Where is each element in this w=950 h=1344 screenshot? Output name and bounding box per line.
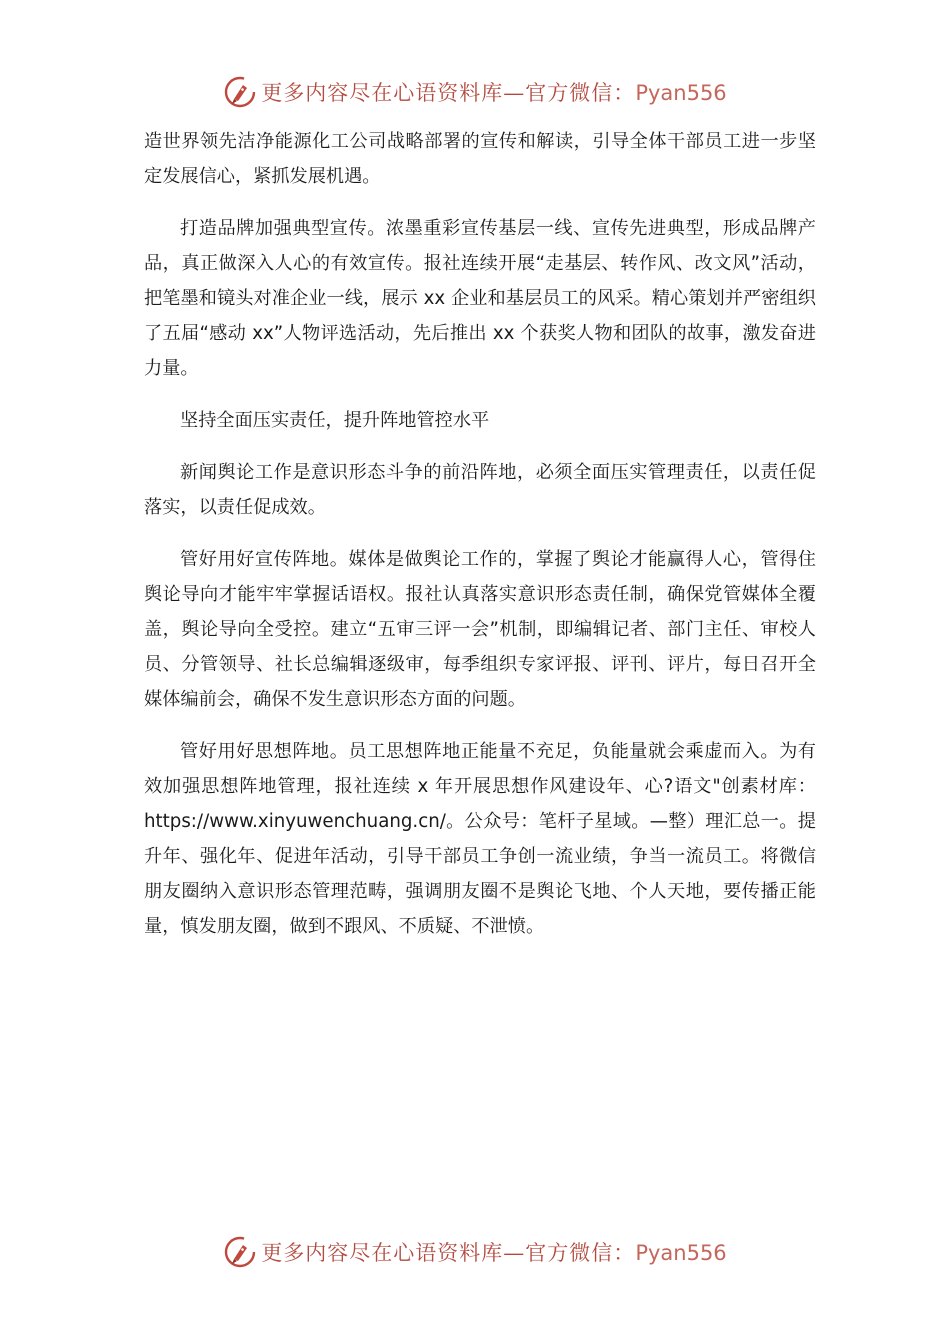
paragraph-continuation: 造世界领先洁净能源化工公司战略部署的宣传和解读，引导全体干部员工进一步坚定发展信心，紧抓发展机遇。 xyxy=(144,131,816,187)
banner-text: 更多内容尽在心语资料库—官方微信：Pyan556 xyxy=(261,1241,727,1265)
paragraph: 新闻舆论工作是意识形态斗争的前沿阵地，必须全面压实管理责任，以责任促落实，以责任促成效。 xyxy=(144,462,816,518)
header-banner xyxy=(0,72,950,112)
paragraph: 管好用好宣传阵地。媒体是做舆论工作的，掌握了舆论才能赢得人心，管得住舆论导向才能牢牢掌握话语权。报社认真落实意识形态责任制，确保党管媒体全覆盖，舆论导向全受控。建立“五审三评一会”机制，即编辑记者、部门主任、审校人员、分管领导、社长总编辑逐级审，每季组织专家评报、评刊、评片，每日召开全媒体编前会，确保不发生意识形态方面的问题。 xyxy=(144,549,816,710)
pen-nib-logo-icon xyxy=(223,75,257,109)
paragraph: 打造品牌加强典型宣传。浓墨重彩宣传基层一线、宣传先进典型，形成品牌产品，真正做深入人心的有效宣传。报社连续开展“走基层、转作风、改文风”活动，把笔墨和镜头对准企业一线，展示 xx 企业和基层员工的风采。精心策划并严密组织了五届“感动 xx”人物评选活动，先后推出 xx 个获奖人物和团队的故事，激发奋进力量。 xyxy=(144,218,816,379)
paragraph: 管好用好思想阵地。员工思想阵地正能量不充足，负能量就会乘虚而入。为有效加强思想阵地管理，报社连续 x 年开展思想作风建设年、心?语文"创素材库：https://www.xinyuwenchuang.cn/。公众号：笔杆子星域。—整）理汇总一。提升年、强化年、促进年活动，引导干部员工争创一流业绩，争当一流员工。将微信朋友圈纳入意识形态管理范畴，强调朋友圈不是舆论飞地、个人天地，要传播正能量，慎发朋友圈，做到不跟风、不质疑、不泄愤。 xyxy=(144,741,816,937)
pen-nib-logo-icon xyxy=(223,1235,257,1269)
footer-banner xyxy=(0,1232,950,1272)
banner-text: 更多内容尽在心语资料库—官方微信：Pyan556 xyxy=(261,81,727,105)
document-body xyxy=(144,124,816,961)
section-heading: 坚持全面压实责任，提升阵地管控水平 xyxy=(180,410,490,431)
wechat-handle: Pyan556 xyxy=(635,81,727,105)
wechat-handle: Pyan556 xyxy=(635,1241,727,1265)
